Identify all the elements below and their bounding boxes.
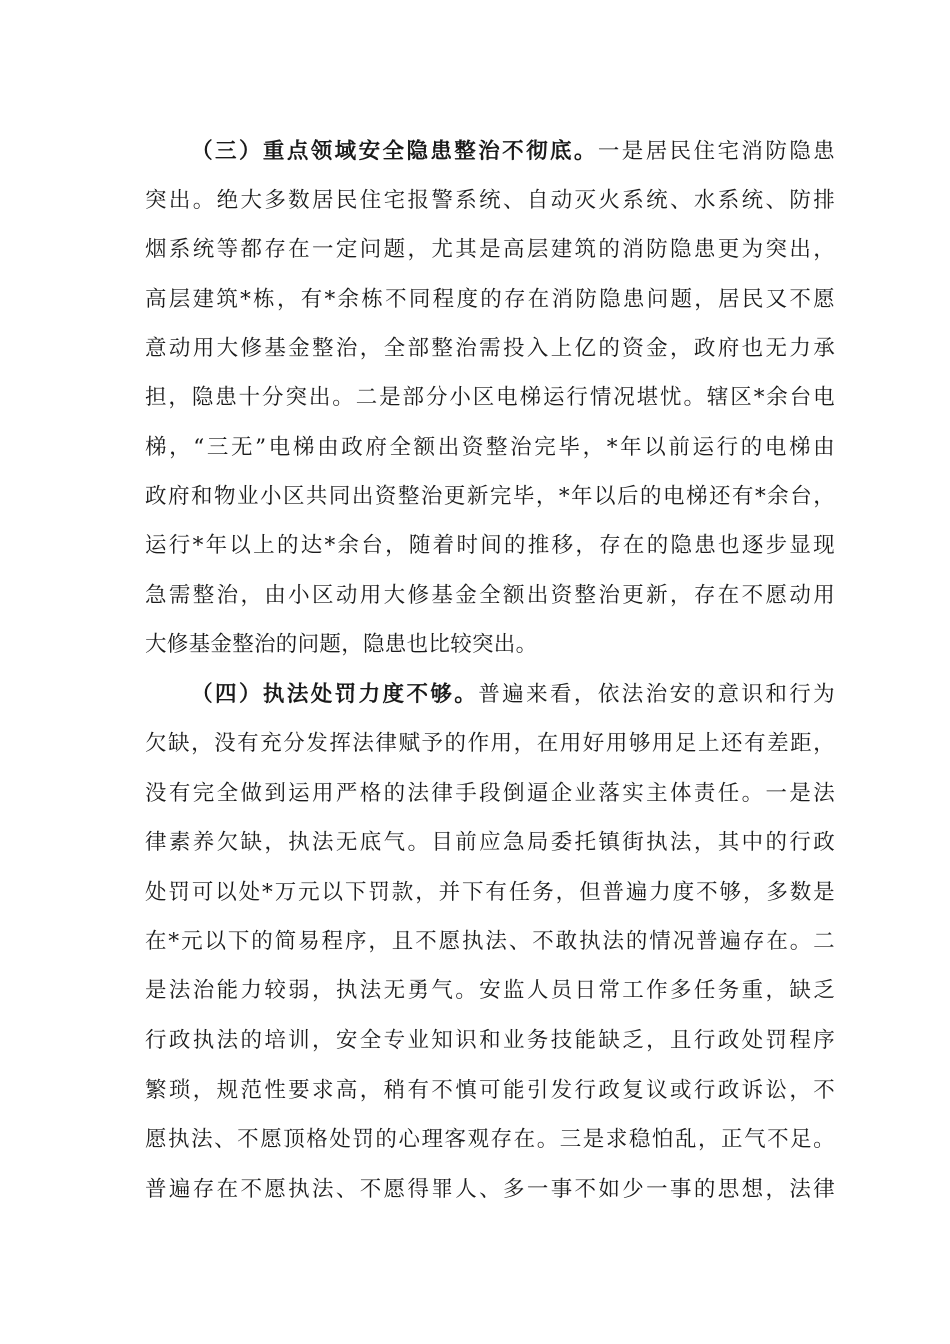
paragraph-line: 律素养欠缺，执法无底气。目前应急局委托镇街执法，其中的行政 [145,830,835,855]
paragraph-line: 愿执法、不愿顶格处罚的心理客观存在。三是求稳怕乱，正气不足。 [145,1127,835,1152]
paragraph-line: 急需整治，由小区动用大修基金全额出资整治更新，存在不愿动用 [145,583,835,608]
paragraph-line: 大修基金整治的问题，隐患也比较突出。 [145,632,538,657]
paragraph-text: 普遍来看，依法治安的意识和行为 [478,682,835,707]
paragraph-line: 意动用大修基金整治，全部整治需投入上亿的资金，政府也无力承 [145,336,835,361]
paragraph-line [145,675,835,715]
paragraph-line: 繁琐，规范性要求高，稍有不慎可能引发行政复议或行政诉讼，不 [145,1078,835,1103]
paragraph-line: 运行*年以上的达*余台，随着时间的推移，存在的隐患也逐步显现 [145,533,835,558]
paragraph-line: 欠缺，没有充分发挥法律赋予的作用，在用好用够用足上还有差距， [145,731,835,756]
paragraph-line: 梯，“三无”电梯由政府全额出资整治完毕，*年以前运行的电梯由 [145,435,835,460]
paragraph-line: 在*元以下的简易程序，且不愿执法、不敢执法的情况普遍存在。二 [145,929,835,954]
paragraph-line: 是法治能力较弱，执法无勇气。安监人员日常工作多任务重，缺乏 [145,978,835,1003]
paragraph-line: 烟系统等都存在一定问题，尤其是高层建筑的消防隐患更为突出， [145,237,835,262]
paragraph-line: 高层建筑*栋，有*余栋不同程度的存在消防隐患问题，居民又不愿 [145,287,835,312]
paragraph-text: 一是居民住宅消防隐患 [597,139,835,164]
paragraph-line: 突出。绝大多数居民住宅报警系统、自动灭火系统、水系统、防排 [145,188,835,213]
section-heading: （三）重点领域安全隐患整治不彻底。 [189,139,598,164]
paragraph-line: 没有完全做到运用严格的法律手段倒逼企业落实主体责任。一是法 [145,781,835,806]
paragraph-line: 处罚可以处*万元以下罚款，并下有任务，但普遍力度不够，多数是 [145,880,835,905]
paragraph-line: 普遍存在不愿执法、不愿得罪人、多一事不如少一事的思想，法律 [145,1177,835,1202]
paragraph-line: 政府和物业小区共同出资整治更新完毕，*年以后的电梯还有*余台， [145,484,835,509]
paragraph-line [145,132,835,172]
paragraph-line: 行政执法的培训，安全专业知识和业务技能缺乏，且行政处罚程序 [145,1028,835,1053]
paragraph-line: 担，隐患十分突出。二是部分小区电梯运行情况堪忧。辖区*余台电 [145,385,835,410]
section-heading: （四）执法处罚力度不够。 [189,682,479,707]
